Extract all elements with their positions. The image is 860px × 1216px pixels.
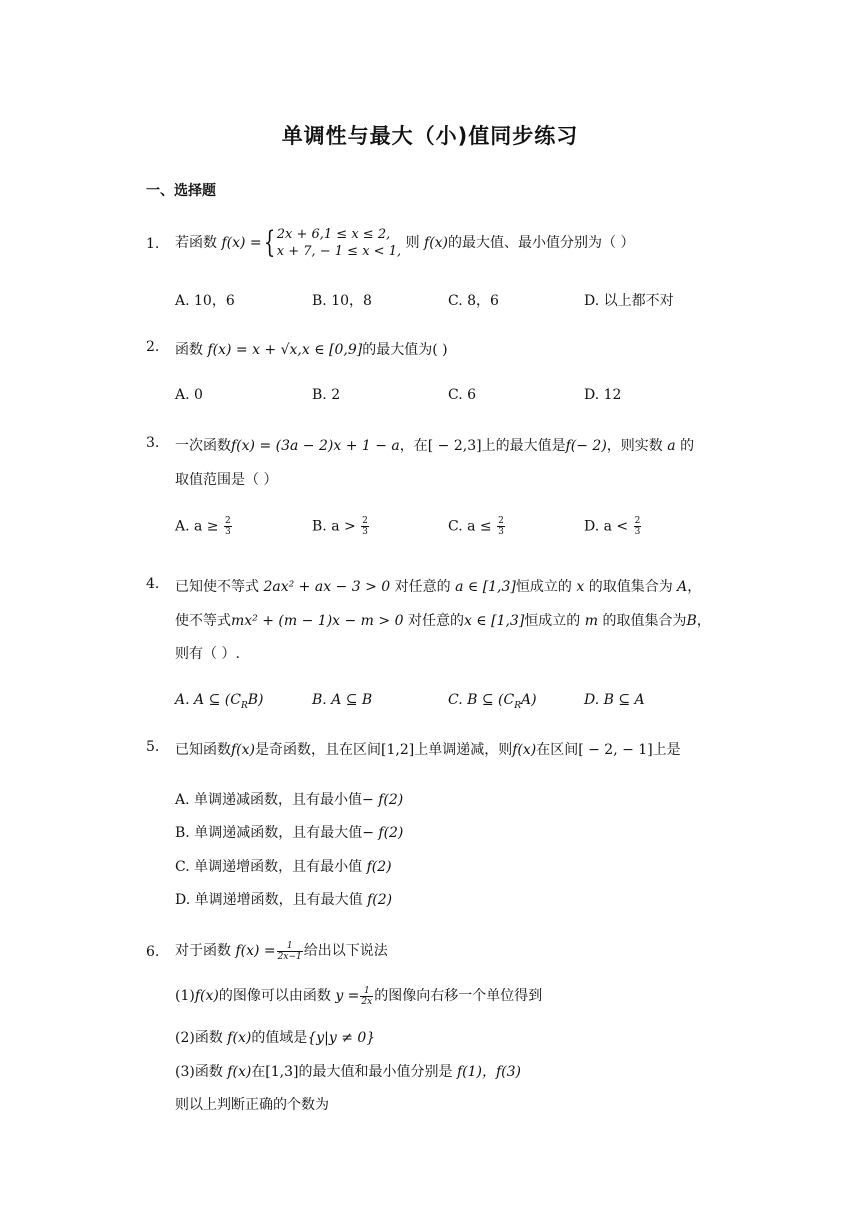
option-c[interactable]: C. B ⊆ $(C_RA)$ xyxy=(448,692,537,711)
question-5-stem: 已知函数f(x)是奇函数，且在区间[1,2]上单调递减，则f(x)在区间[ − 2, − 1]上是 xyxy=(175,742,681,758)
question-1-stem: 若函数 f(x) ={ 2x + 6,1 ≤ x ≤ 2, x + 7, − 1 ≤ x < 1, 则 f(x)的最大值、最小值分别为（ ） xyxy=(175,225,635,260)
statement-3: (3)函数 f(x)在[1,3]的最大值和最小值分别是 f(1)，f(3) xyxy=(175,1064,521,1080)
option-a[interactable]: A. 单调递减函数，且有最小值− f(2) xyxy=(175,792,404,808)
brace-symbol: { xyxy=(263,225,275,260)
fraction: $\frac{2}{3}$ xyxy=(498,516,504,537)
question-number: 4. xyxy=(146,576,160,592)
question-6-stem: 对于函数 f(x) = $\frac{1}{2x-1}$ 给出以下说法 xyxy=(175,940,388,962)
question-number: 2. xyxy=(146,339,160,355)
option-c[interactable]: C. 8，6 xyxy=(448,293,499,309)
question-4-stem-line1: 已知使不等式 2ax² + ax − 3 > 0 对任意的 a ∈ [1,3]恒成立的 x 的取值集合为 A， xyxy=(175,579,702,595)
fraction: $\frac{1}{2x-1}$ xyxy=(277,940,302,962)
question-number: 5. xyxy=(146,739,160,755)
option-b[interactable]: B. 10，8 xyxy=(312,293,372,309)
option-a[interactable]: A. a ≥ $\frac{2}{3}$ xyxy=(175,516,231,537)
question-number: 3. xyxy=(146,435,160,451)
option-d[interactable]: D. 单调递增函数，且有最大值 f(2) xyxy=(175,892,393,908)
piecewise-cases: 2x + 6,1 ≤ x ≤ 2, x + 7, − 1 ≤ x < 1, xyxy=(276,227,402,259)
question-number: 1. xyxy=(146,236,160,252)
section-heading: 一、选择题 xyxy=(146,183,216,199)
statement-2: (2)函数 f(x)的值域是{y|y ≠ 0} xyxy=(175,1030,376,1046)
statement-1: (1)f(x)的图像可以由函数 y = $\frac{1}{2x}$ 的图像向右移一个单位得到 xyxy=(175,985,543,1007)
fraction: $\frac{2}{3}$ xyxy=(225,516,231,537)
question-3-stem-line2: 取值范围是（ ） xyxy=(175,472,278,488)
question-number: 6. xyxy=(146,944,160,960)
option-c[interactable]: C. a ≤ $\frac{2}{3}$ xyxy=(448,516,504,537)
option-d[interactable]: D. 12 xyxy=(584,387,622,403)
option-a[interactable]: A. 10，6 xyxy=(175,293,235,309)
fraction: $\frac{1}{2x}$ xyxy=(361,985,373,1007)
option-a[interactable]: A. 0 xyxy=(175,387,203,403)
page-title: 单调性与最大（小)值同步练习 xyxy=(281,124,579,148)
option-c[interactable]: C. 6 xyxy=(448,387,477,403)
option-c[interactable]: C. 单调递增函数，且有最小值 f(2) xyxy=(175,859,392,875)
question-3-stem-line1: 一次函数f(x) = (3a − 2)x + 1 − a，在[ − 2,3]上的最大值是f(− 2)，则实数 a 的 xyxy=(175,438,695,454)
question-2-stem: 函数 f(x) = x + √x,x ∈ [0,9]的最大值为( ) xyxy=(175,342,448,358)
option-b[interactable]: B. 单调递减函数，且有最大值− f(2) xyxy=(175,825,404,841)
option-d[interactable]: D. 以上都不对 xyxy=(584,293,674,309)
option-b[interactable]: B. 2 xyxy=(312,387,341,403)
question-4-stem-line2: 使不等式mx² + (m − 1)x − m > 0 对任意的x ∈ [1,3]恒成立的 m 的取值集合为B， xyxy=(175,613,711,629)
option-d[interactable]: D. B ⊆ A xyxy=(584,692,645,708)
fraction: $\frac{2}{3}$ xyxy=(362,516,368,537)
fraction: $\frac{2}{3}$ xyxy=(634,516,641,537)
statement-conclusion: 则以上判断正确的个数为 xyxy=(175,1097,329,1113)
option-b[interactable]: B. A ⊆ B xyxy=(312,692,373,708)
question-4-stem-line3: 则有（ ）. xyxy=(175,646,240,662)
option-b[interactable]: B. a > $\frac{2}{3}$ xyxy=(312,516,368,537)
option-a[interactable]: A. A ⊆ $(C_RB)$ xyxy=(175,692,264,711)
option-d[interactable]: D. a < $\frac{2}{3}$ xyxy=(584,516,641,537)
